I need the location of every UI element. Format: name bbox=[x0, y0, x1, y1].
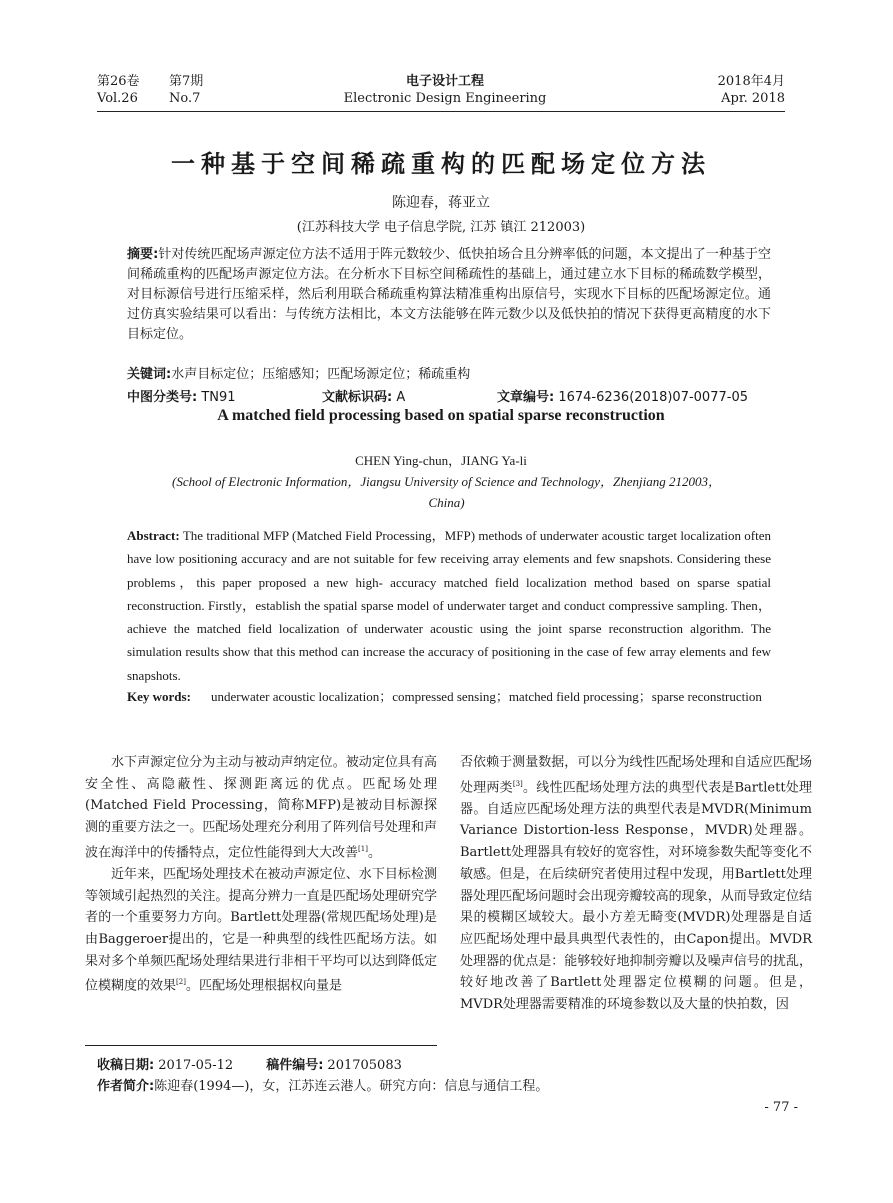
abstract-cn-text: 针对传统匹配场声源定位方法不适用于阵元数较少、低快拍场合且分辨率低的问题，本文提出了一种基于空间稀疏重构的匹配场声源定位方法。在分析水下目标空间稀疏性的基础上，通过建立水下目标的稀疏数学模型，对目标源信号进行压缩采样，然后利用联合稀疏重构算法精准重构出原信号，实现水下目标的匹配场源定位。通过仿真实验结果可以看出：与传统方法相比，本文方法能够在阵元数少以及低快拍的情况下获得更高精度的水下目标定位。 bbox=[127, 247, 771, 342]
abstract-en bbox=[127, 524, 771, 687]
affiliation-cn: (江苏科技大学 电子信息学院, 江苏 镇江 212003) bbox=[296, 220, 586, 235]
doc-code: 文献标识码: A bbox=[322, 390, 406, 405]
issue-en: No.7 bbox=[169, 91, 201, 106]
date-en: Apr. 2018 bbox=[721, 91, 785, 106]
paper-title-cn: 一种基于空间稀疏重构的匹配场定位方法 bbox=[171, 149, 711, 178]
citation: [2] bbox=[176, 978, 186, 987]
body-paragraph: 水下声源定位分为主动与被动声纳定位。被动定位具有高安全性、高隐蔽性、探测距离远的优点。匹配场处理(Matched Field Processing，简称MFP)是被动目标源探测的重要方法之一。匹配场处理充分利用了阵列信号处理和声波在海洋中的传播特点，定位性能得到大大改善[1]。 bbox=[85, 755, 437, 861]
body-paragraph: 近年来，匹配场处理技术在被动声源定位、水下目标检测等领域引起热烈的关注。提高分辨力一直是匹配场处理研究学者的一个重要努力方向。Bartlett处理器(常规匹配场处理)是由Baggeroer提出的，它是一种典型的线性匹配场方法。如果对多个单频匹配场处理结果进行非相干平均可以达到降低定位模糊度的效果[2]。匹配场处理根据权向量是 bbox=[85, 866, 437, 994]
affiliation-en: (School of Electronic Information，Jiangsu University of Science and Technology，Zhenjiang 212003， China) bbox=[172, 474, 721, 510]
abstract-cn bbox=[127, 245, 771, 345]
journal-name bbox=[300, 73, 590, 107]
authors-cn: 陈迎春，蒋亚立 bbox=[392, 195, 490, 211]
footnote-dates: 收稿日期: 2017-05-12 稿件编号: 201705083 bbox=[97, 1058, 402, 1073]
authors-en: CHEN Ying-chun，JIANG Ya-li bbox=[355, 453, 527, 468]
abstract-en-text: The traditional MFP (Matched Field Processing，MFP) methods of underwater acoustic target localization often have low positioning accuracy and are not suitable for few receiving array elements and few snapshots. Considering these problems，this paper proposed a new high- accuracy matched field localization method based on sparse spatial reconstruction. Firstly，establish the spatial sparse model of underwater target and conduct compressive sampling. Then，achieve the matched field localization of underwater acoustic using the joint sparse reconstruction algorithm. The simulation results show that this method can increase the accuracy of positioning in the case of few array elements and few snapshots. bbox=[127, 528, 772, 683]
citation: [3] bbox=[512, 779, 523, 788]
received-date: 2017-05-12 bbox=[158, 1058, 234, 1073]
date-cn: 2018年4月 bbox=[717, 74, 785, 89]
footnote-divider bbox=[85, 1045, 437, 1046]
issue-cn: 第7期 bbox=[169, 74, 204, 89]
keywords-cn bbox=[127, 363, 771, 382]
footnote-author-bio: 作者简介:陈迎春(1994—)，女，江苏连云港人。研究方向：信息与通信工程。 bbox=[97, 1079, 549, 1094]
keywords-cn-text: 水声目标定位；压缩感知；匹配场源定位；稀疏重构 bbox=[171, 367, 471, 382]
journal-name-cn: 电子设计工程 bbox=[405, 74, 484, 89]
body-paragraph: 否依赖于测量数据，可以分为线性匹配场处理和自适应匹配场处理两类[3]。线性匹配场处理方法的典型代表是Bartlett处理器。自适应匹配场处理方法的典型代表是MVDR(Minimum Variance Distortion-less Response，MVDR)处理器。Bartlett处理器具有较好的宽容性，对环境参数失配等变化不敏感。但是，在后续研究者使用过程中发现，用Bartlett处理器处理匹配场问题时会出现旁瓣较高的现象，从而导致定位结果的模糊区域较大。最小方差无畸变(MVDR)处理器是自适应匹配场处理中最具典型代表性的，由Capon提出。MVDR处理器的优点是：能够较好地抑制旁瓣以及噪声信号的扰乱，较好地改善了Bartlett处理器定位模糊的问题。但是，MVDR处理器需要精准的环境参数以及大量的快拍数，因 bbox=[460, 755, 812, 1013]
keywords-en-text: underwater acoustic localization；compressed sensing；matched field processing；sparse reconstruction bbox=[211, 689, 762, 704]
citation: [1] bbox=[358, 844, 368, 853]
body-column-left bbox=[85, 752, 437, 997]
journal-date bbox=[718, 73, 785, 107]
header-divider bbox=[97, 111, 785, 112]
journal-name-en: Electronic Design Engineering bbox=[343, 91, 547, 106]
journal-volume-issue bbox=[97, 73, 241, 107]
volume-en: Vol.26 bbox=[97, 91, 138, 106]
keywords-en bbox=[127, 686, 771, 708]
abstract-en-label: Abstract: bbox=[127, 528, 180, 543]
body-column-right bbox=[460, 752, 812, 1016]
abstract-cn-label: 摘要: bbox=[127, 247, 159, 262]
article-number: 文章编号: 1674-6236(2018)07-0077-05 bbox=[497, 390, 748, 405]
keywords-en-label: Key words: bbox=[127, 689, 191, 704]
page-number: - 77 - bbox=[764, 1100, 798, 1115]
manuscript-number: 201705083 bbox=[327, 1058, 402, 1073]
volume-cn: 第26卷 bbox=[97, 74, 140, 89]
clc-code: 中图分类号: TN91 bbox=[127, 390, 236, 405]
paper-title-en: A matched field processing based on spatial sparse reconstruction bbox=[217, 407, 665, 424]
keywords-cn-label: 关键词: bbox=[127, 367, 172, 382]
